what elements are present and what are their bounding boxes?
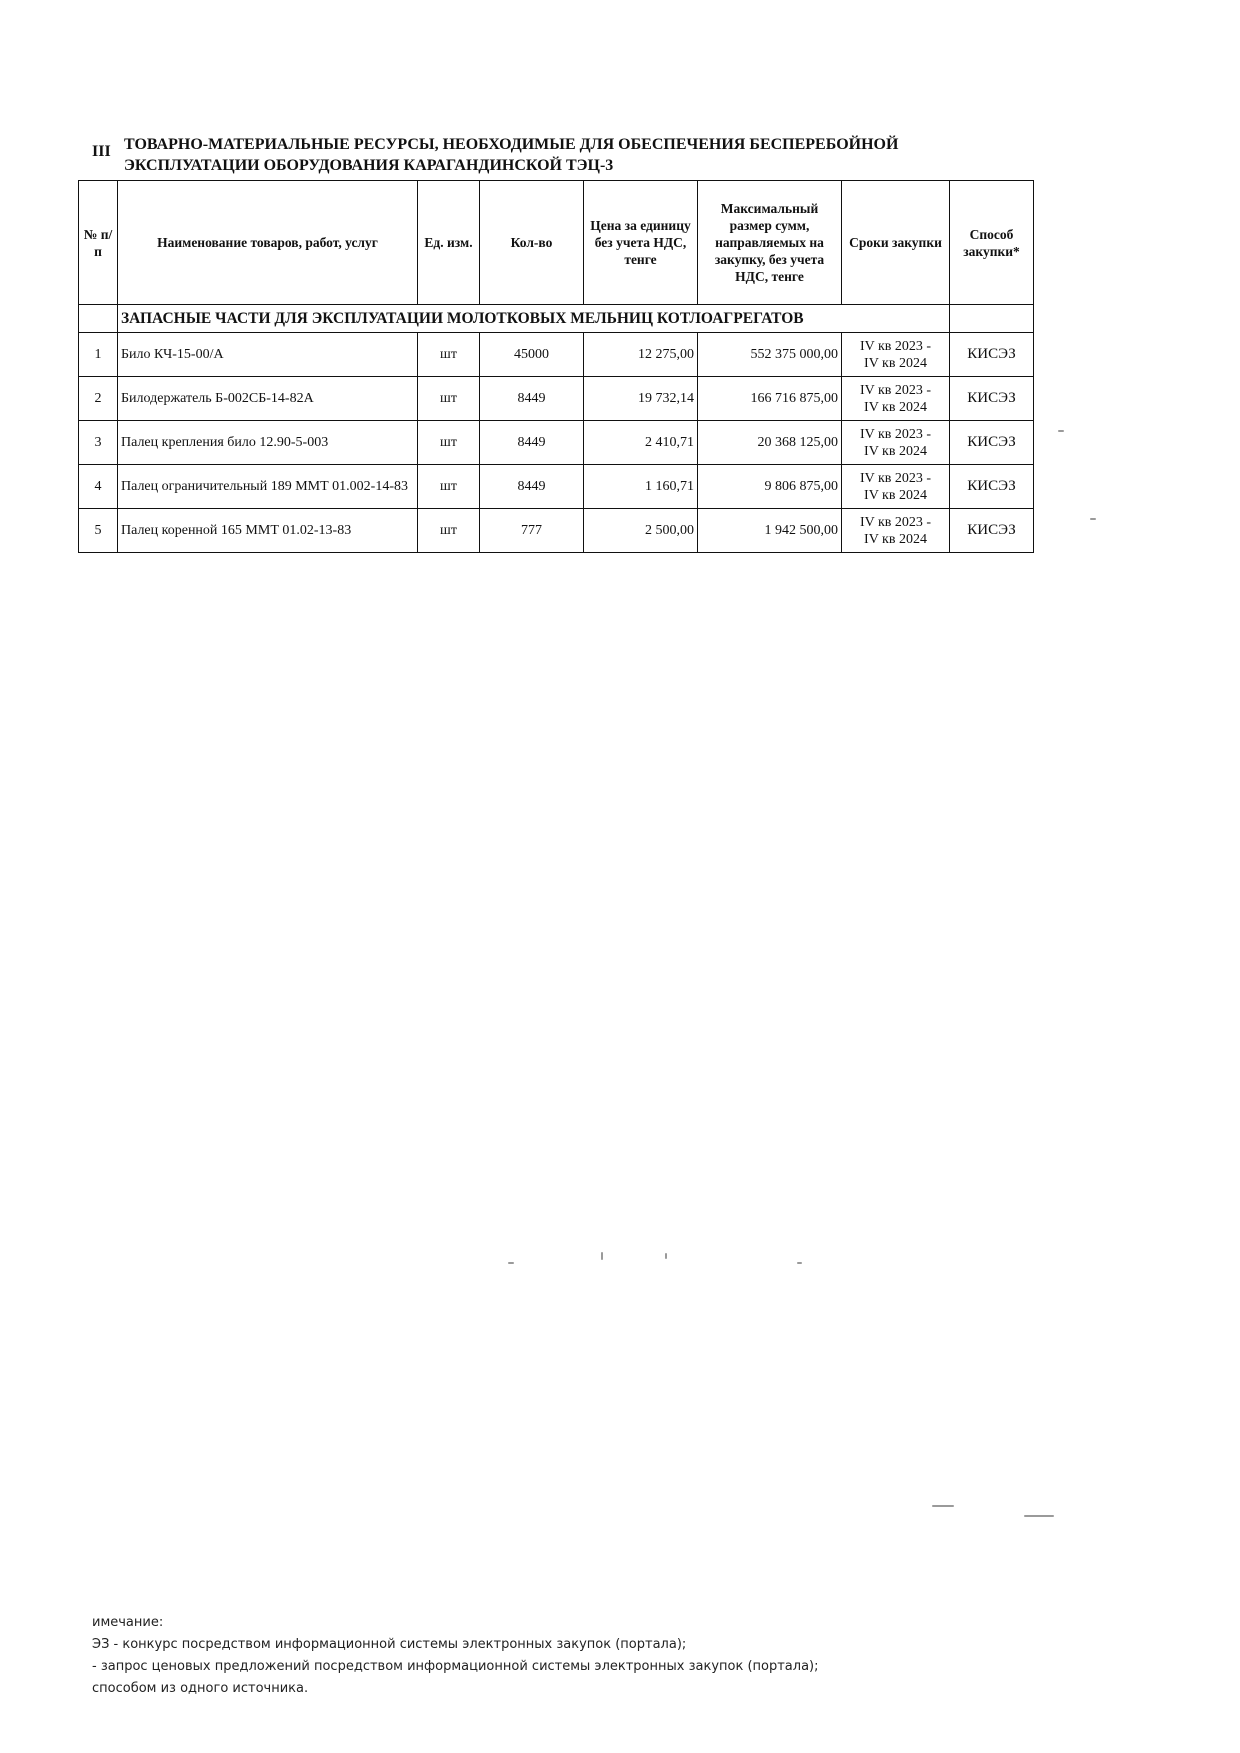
item-unit: шт <box>418 509 480 553</box>
item-unit: шт <box>418 377 480 421</box>
group-row-empty-cell <box>79 305 118 333</box>
item-unit-price: 12 275,00 <box>584 333 698 377</box>
item-period <box>842 421 950 465</box>
period-to: IV кв 2024 <box>864 443 927 459</box>
period-to: IV кв 2024 <box>864 399 927 415</box>
column-header-period: Сроки закупки <box>842 181 950 305</box>
item-unit: шт <box>418 421 480 465</box>
row-number: 4 <box>79 465 118 509</box>
item-name: Палец коренной 165 ММТ 01.02-13-83 <box>118 509 418 553</box>
period-to: IV кв 2024 <box>864 487 927 503</box>
item-quantity: 8449 <box>480 421 584 465</box>
item-method: КИСЭЗ <box>950 465 1034 509</box>
item-max-sum: 1 942 500,00 <box>698 509 842 553</box>
column-header-method: Способ закупки* <box>950 181 1034 305</box>
item-quantity: 777 <box>480 509 584 553</box>
period-from: IV кв 2023 - <box>859 470 932 486</box>
item-quantity: 8449 <box>480 465 584 509</box>
item-period <box>842 509 950 553</box>
period-from: IV кв 2023 - <box>859 426 932 442</box>
scan-speck <box>797 1262 802 1264</box>
item-max-sum: 166 716 875,00 <box>698 377 842 421</box>
table-row <box>79 333 1034 377</box>
item-period <box>842 377 950 421</box>
table-row <box>79 377 1034 421</box>
table-row <box>79 421 1034 465</box>
item-method: КИСЭЗ <box>950 421 1034 465</box>
item-max-sum: 552 375 000,00 <box>698 333 842 377</box>
period-from: IV кв 2023 - <box>859 514 932 530</box>
procurement-table <box>78 180 1034 553</box>
item-max-sum: 20 368 125,00 <box>698 421 842 465</box>
table-row <box>79 509 1034 553</box>
row-number: 5 <box>79 509 118 553</box>
scan-speck <box>1058 430 1064 432</box>
period-to: IV кв 2024 <box>864 355 927 371</box>
column-header-price: Цена за единицу без учета НДС, тенге <box>584 181 698 305</box>
scan-speck <box>665 1253 667 1259</box>
group-row <box>79 305 1034 333</box>
scan-speck <box>601 1252 603 1260</box>
column-header-name: Наименование товаров, работ, услуг <box>118 181 418 305</box>
item-unit-price: 1 160,71 <box>584 465 698 509</box>
scan-speck <box>932 1505 954 1507</box>
group-title: ЗАПАСНЫЕ ЧАСТИ ДЛЯ ЭКСПЛУАТАЦИИ МОЛОТКОВЫХ МЕЛЬНИЦ КОТЛОАГРЕГАТОВ <box>118 305 950 333</box>
item-name: Палец ограничительный 189 ММТ 01.002-14-83 <box>118 465 418 509</box>
row-number: 2 <box>79 377 118 421</box>
item-method: КИСЭЗ <box>950 509 1034 553</box>
period-from: IV кв 2023 - <box>859 382 932 398</box>
column-header-num: № п/п <box>79 181 118 305</box>
footnote-line: ЭЗ - конкурс посредством информационной системы электронных закупок (портала); <box>92 1637 687 1652</box>
period-to: IV кв 2024 <box>864 531 927 547</box>
item-quantity: 8449 <box>480 377 584 421</box>
item-unit-price: 19 732,14 <box>584 377 698 421</box>
item-name: Палец крепления било 12.90-5-003 <box>118 421 418 465</box>
item-max-sum: 9 806 875,00 <box>698 465 842 509</box>
column-header-qty: Кол-во <box>480 181 584 305</box>
item-name: Билодержатель Б-002СБ-14-82А <box>118 377 418 421</box>
scan-speck <box>1090 518 1096 520</box>
footnote-line: - запрос ценовых предложений посредством информационной системы электронных закупок (портала); <box>92 1659 819 1674</box>
item-unit: шт <box>418 465 480 509</box>
scan-speck <box>1024 1515 1054 1517</box>
item-method: КИСЭЗ <box>950 333 1034 377</box>
row-number: 1 <box>79 333 118 377</box>
row-number: 3 <box>79 421 118 465</box>
item-period <box>842 333 950 377</box>
footnotes <box>92 1612 819 1700</box>
item-name: Било КЧ-15-00/А <box>118 333 418 377</box>
title-line-2: ЭКСПЛУАТАЦИИ ОБОРУДОВАНИЯ КАРАГАНДИНСКОЙ ТЭЦ-3 <box>124 157 614 174</box>
column-header-unit: Ед. изм. <box>418 181 480 305</box>
item-quantity: 45000 <box>480 333 584 377</box>
column-header-max-sum: Максимальный размер сумм, направляемых на закупку, без учета НДС, тенге <box>698 181 842 305</box>
section-number: III <box>92 143 111 160</box>
item-period <box>842 465 950 509</box>
group-row-empty-cell <box>950 305 1034 333</box>
period-from: IV кв 2023 - <box>859 338 932 354</box>
scan-speck <box>508 1262 514 1264</box>
item-unit-price: 2 500,00 <box>584 509 698 553</box>
title-line-1: ТОВАРНО-МАТЕРИАЛЬНЫЕ РЕСУРСЫ, НЕОБХОДИМЫЕ ДЛЯ ОБЕСПЕЧЕНИЯ БЕСПЕРЕБОЙНОЙ <box>124 136 899 153</box>
item-unit-price: 2 410,71 <box>584 421 698 465</box>
table-row <box>79 465 1034 509</box>
item-method: КИСЭЗ <box>950 377 1034 421</box>
table-header-row <box>79 181 1034 305</box>
footnote-heading: имечание: <box>92 1615 164 1630</box>
item-unit: шт <box>418 333 480 377</box>
footnote-line: способом из одного источника. <box>92 1681 309 1696</box>
page-title <box>124 134 1024 176</box>
